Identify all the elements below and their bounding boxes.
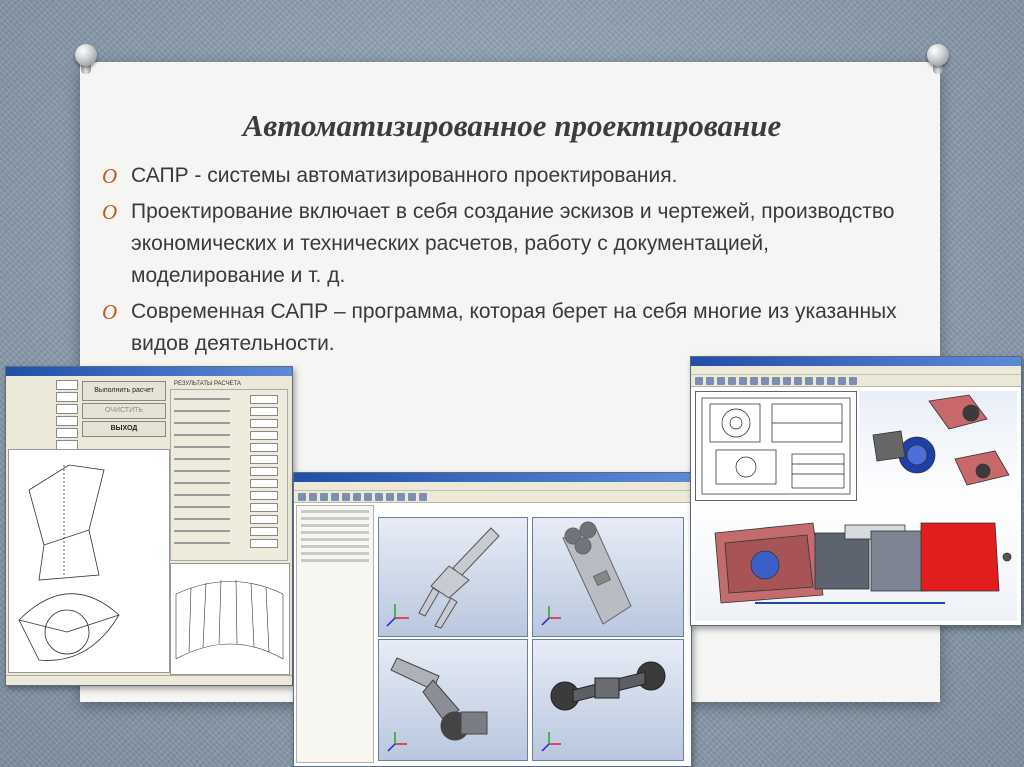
result-row <box>174 455 278 463</box>
exploded-view-panel <box>859 391 1017 499</box>
bullet-marker-icon: O <box>102 164 118 188</box>
result-row-label <box>174 530 230 532</box>
result-row-label <box>174 506 230 508</box>
result-row-field <box>250 479 278 488</box>
viewport-shaver <box>532 517 684 637</box>
result-row-field <box>250 503 278 512</box>
input-field <box>56 380 78 390</box>
clear-button: ОЧИСТИТЬ <box>82 403 166 419</box>
bullet-item <box>100 196 921 292</box>
gearbox-exploded-view <box>859 391 1017 499</box>
bullet-item <box>100 160 930 192</box>
result-row <box>174 515 278 523</box>
result-row-label <box>174 482 230 484</box>
cad-3d-screenshot <box>293 472 692 767</box>
bullet-marker-icon: O <box>102 200 118 224</box>
model-tree-panel <box>296 505 374 763</box>
result-row <box>174 419 278 427</box>
cad-3d-menubar <box>294 482 691 491</box>
result-row-field <box>250 455 278 464</box>
result-row-label <box>174 410 230 412</box>
nozzle-model <box>379 640 527 760</box>
calc-app-statusbar <box>6 675 292 686</box>
pushpin-right-icon <box>925 44 951 74</box>
result-row <box>174 539 278 547</box>
pattern-layout-area <box>170 563 290 675</box>
result-row-field <box>250 431 278 440</box>
result-row <box>174 395 278 403</box>
result-row <box>174 479 278 487</box>
gearbox-assembled-model <box>695 503 1017 621</box>
result-row-field <box>250 491 278 500</box>
result-row-field <box>250 527 278 536</box>
cad-3d-titlebar <box>294 473 691 482</box>
results-heading: РЕЗУЛЬТАТЫ РАСЧЕТА <box>174 381 242 387</box>
result-row-field <box>250 407 278 416</box>
result-row-field <box>250 443 278 452</box>
bullet-text: Проектирование включает в себя создание эскизов и чертежей, производство экономических и технических расчетов, работу с документацией, моделирование и т. д. <box>131 200 895 287</box>
result-row-label <box>174 518 230 520</box>
result-row-label <box>174 458 230 460</box>
input-field <box>56 416 78 426</box>
bullet-text: Современная САПР – программа, которая берет на себя многие из указанных видов деятельности. <box>131 300 897 355</box>
viewport-nozzle <box>378 639 528 761</box>
result-row-field <box>250 467 278 476</box>
result-row-field <box>250 419 278 428</box>
bullet-list <box>100 160 930 364</box>
result-row <box>174 527 278 535</box>
viewport-axle <box>532 639 684 761</box>
pattern-drawing-area <box>8 449 170 673</box>
calc-app-screenshot <box>5 366 293 686</box>
result-row-label <box>174 494 230 496</box>
cad-3d-toolbar <box>294 491 691 503</box>
calculate-button: Выполнить расчет <box>82 381 166 401</box>
pushpin-left-icon <box>73 44 99 74</box>
cad-gearbox-screenshot <box>690 356 1022 626</box>
result-row <box>174 443 278 451</box>
bullet-marker-icon: O <box>102 300 118 324</box>
cad-gearbox-titlebar <box>691 357 1021 366</box>
result-row-label <box>174 434 230 436</box>
exit-button: ВЫХОД <box>82 421 166 437</box>
result-row <box>174 491 278 499</box>
pattern-drawing <box>9 450 169 672</box>
input-field <box>56 392 78 402</box>
bullet-text: САПР - системы автоматизированного проектирования. <box>131 164 678 187</box>
result-row-field <box>250 395 278 404</box>
axle-model <box>533 640 683 760</box>
shaver-model <box>533 518 683 636</box>
cad-gearbox-toolbar <box>691 375 1021 387</box>
result-row-label <box>174 446 230 448</box>
result-row-field <box>250 515 278 524</box>
bicycle-fork-model <box>379 518 527 636</box>
slide-title: Автоматизированное проектирование <box>242 108 782 143</box>
result-row-label <box>174 470 230 472</box>
result-row <box>174 431 278 439</box>
technical-drawing-panel <box>695 391 857 501</box>
viewport-fork <box>378 517 528 637</box>
pattern-layout-drawing <box>171 564 289 674</box>
result-row-label <box>174 542 230 544</box>
result-row-label <box>174 422 230 424</box>
result-row-label <box>174 398 230 400</box>
cad-gearbox-menubar <box>691 366 1021 375</box>
gearbox-technical-drawing <box>696 392 856 500</box>
result-row <box>174 467 278 475</box>
input-field <box>56 404 78 414</box>
result-row <box>174 503 278 511</box>
calc-app-titlebar <box>6 367 292 376</box>
input-field <box>56 428 78 438</box>
result-row <box>174 407 278 415</box>
result-row-field <box>250 539 278 548</box>
bullet-item <box>100 296 921 360</box>
assembled-model-panel <box>695 503 1017 621</box>
